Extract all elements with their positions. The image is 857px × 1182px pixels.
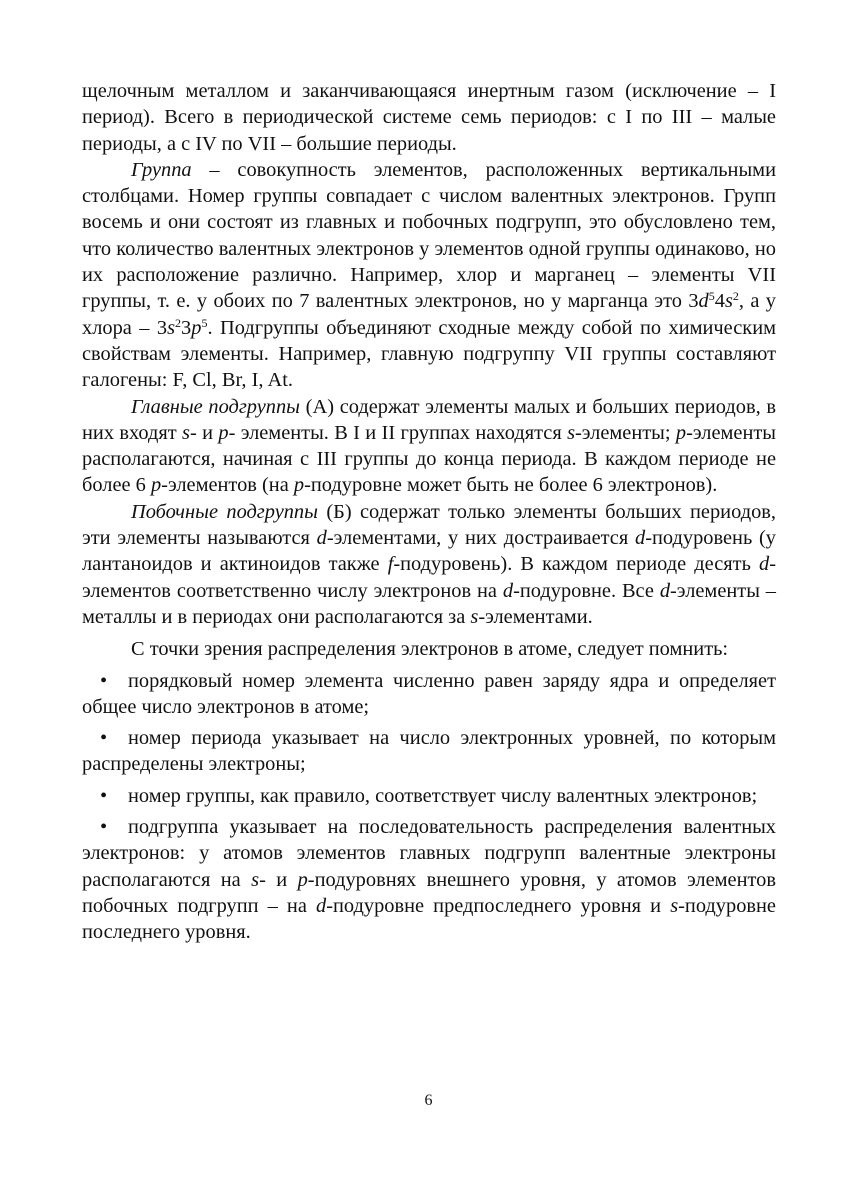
term-group: Группа — [131, 158, 192, 181]
paragraph-remember: С точки зрения распределения электронов в атоме, следует помнить: — [131, 638, 729, 661]
list-item: • порядковый номер элемента численно равен заряду ядра и определяет общее число электронов в атоме; — [82, 669, 776, 718]
list-item: • номер периода указывает на число электронных уровней, по которым распределены электроны; — [82, 727, 776, 776]
term-side-subgroups: Побочные подгруппы — [131, 500, 318, 523]
bullet-icon: • — [100, 727, 108, 750]
paragraph-group — [82, 157, 776, 394]
bullet-icon: • — [100, 784, 108, 807]
paragraph-main-subgroups: Главные подгруппы (А) содержат элементы малых и больших периодов, в них входят s- и p- элементы. В I и II группах находятся s-элементы; p-элементы располагаются, начиная с III группы до конца периода. В каждом периоде не более 6 p-элементов (на p-подуровне может быть не более 6 электронов). — [82, 395, 777, 497]
text: , а у хлора – — [82, 290, 776, 339]
paragraph-periods: щелочным металлом и заканчивающаяся инертным газом (исключение – I период). Всего в периодической системе семь периодов: с I по III – малые периоды, а с IV по VII – большие периоды. — [82, 80, 776, 155]
bullet-icon: • — [100, 816, 108, 839]
list-item: • подгруппа указывает на последовательность распределения валентных электронов: у атомов элементов главных подгрупп валентные электроны располагаются на s- и p-подуровнях внешнего уровня, у атомов элементов побочных подгрупп – на d-подуровне предпоследнего уровня и s-подуровне последнего уровня. — [82, 816, 776, 944]
page-number: 6 — [424, 1092, 433, 1109]
formula-manganese: $3d^54s^2$ — [688, 289, 739, 313]
bullet-icon: • — [100, 669, 108, 692]
list-item: • номер группы, как правило, соответствует числу валентных электронов; — [82, 783, 776, 809]
paragraph-side-subgroups: Побочные подгруппы (Б) содержат только элементы больших периодов, эти элементы называются d-элементами, у них достраивается d-подуровень (у лантаноидов и актиноидов также f-подуровень). В каждом периоде десять d-элементов соответственно числу электронов на d-подуровне. Все d-элементы – металлы и в периодах они располагаются за s-элементами. — [82, 500, 776, 628]
formula-chlorine: $3s^23p^5$ — [156, 315, 208, 339]
term-main-subgroups: Главные подгруппы — [131, 395, 300, 418]
text: . Подгруппы объединяют сходные между собой по химическим свойствам элементы. Например, главную подгруппу VII группы составляют галогены: F, Cl, Br, I, At. — [82, 316, 777, 392]
text: – совокупность элементов, расположенных вертикальными столбцами. Номер группы совпадает с числом валентных электронов. Групп восемь и они состоят из главных и побочных подгрупп, это обусловлено тем, что количество валентных электронов у элементов одной группы одинаково, но их расположение различно. Например, хлор и марганец – элементы VII группы, т. е. у обоих по 7 валентных электронов, но у марганца это — [82, 158, 776, 313]
page-body — [82, 78, 776, 946]
